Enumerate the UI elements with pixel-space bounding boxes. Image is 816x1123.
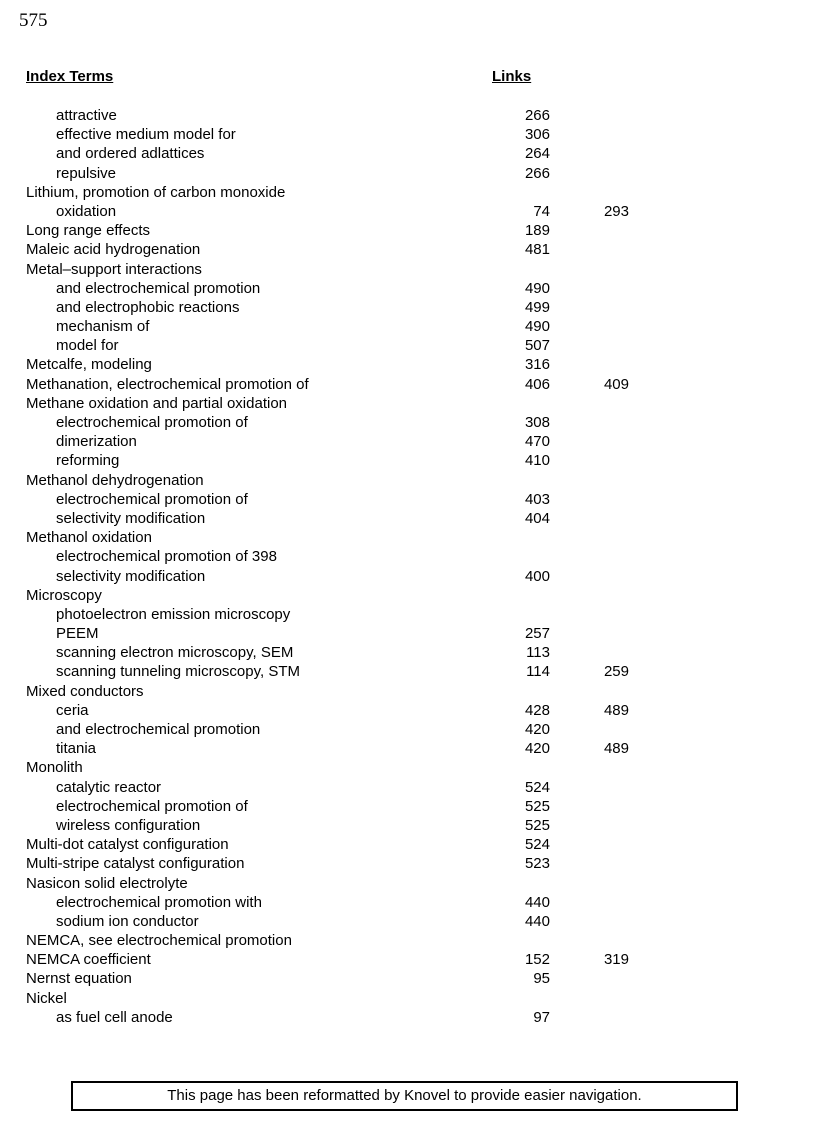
index-term: electrochemical promotion of (56, 490, 248, 508)
index-term: titania (56, 740, 97, 758)
index-term: electrochemical promotion with (56, 893, 262, 911)
index-term: Long range effects (26, 222, 150, 240)
index-entry (0, 528, 816, 547)
index-terms-heading: Index Terms (26, 68, 114, 85)
page-link[interactable]: 264 (524, 145, 550, 163)
page-link[interactable]: 403 (524, 490, 550, 508)
index-subentry (0, 317, 816, 336)
index-subentry (0, 739, 816, 758)
index-subentry (0, 279, 816, 298)
index-term: oxidation (56, 202, 117, 220)
index-term: model for (56, 337, 119, 355)
page-link[interactable]: 481 (524, 241, 550, 259)
index-term: and electrochemical promotion (56, 721, 261, 738)
index-term: effective medium model for (56, 126, 236, 144)
index-entry (0, 950, 816, 969)
index-subentry (0, 567, 816, 586)
index-subentry (0, 413, 816, 432)
index-term: Methanol oxidation (26, 529, 152, 547)
index-entry (0, 355, 816, 374)
index-term: selectivity modification (56, 567, 206, 585)
index-term: as fuel cell anode (56, 1008, 173, 1026)
index-term: sodium ion conductor (56, 912, 199, 930)
page-link[interactable]: 97 (533, 1008, 550, 1026)
index-subentry (0, 624, 816, 643)
index-subentry (0, 778, 816, 797)
index-term: Methanation, electrochemical promotion of (26, 375, 309, 393)
index-term: Lithium, promotion of carbon monoxide (26, 183, 286, 201)
index-subentry (0, 509, 816, 528)
page-link[interactable]: 499 (524, 298, 550, 316)
index-term: and electrophobic reactions (56, 298, 240, 316)
index-term: PEEM (56, 625, 99, 643)
page-link[interactable]: 319 (603, 951, 629, 969)
page-link[interactable]: 420 (524, 740, 550, 758)
index-term: Mixed conductors (26, 682, 144, 700)
page-link[interactable]: 523 (524, 855, 550, 873)
index-entry (0, 394, 816, 413)
index-term: photoelectron emission microscopy (56, 605, 291, 623)
page-link[interactable]: 74 (533, 202, 550, 220)
page-link[interactable]: 490 (524, 279, 550, 297)
page-link[interactable]: 524 (524, 836, 550, 854)
page-link[interactable]: 293 (603, 202, 629, 220)
page-link[interactable]: 95 (533, 970, 550, 988)
index-term: Microscopy (26, 586, 102, 604)
index-subentry (0, 1008, 816, 1027)
index-entry (0, 375, 816, 394)
knovel-notice-box (71, 1081, 738, 1111)
index-subentry (0, 125, 816, 144)
page-link[interactable]: 308 (524, 414, 550, 431)
index-subentry (0, 144, 816, 163)
index-term: Nickel (26, 989, 67, 1007)
index-subentry (0, 797, 816, 816)
index-entry (0, 682, 816, 701)
page-link[interactable]: 114 (526, 663, 550, 681)
index-term: Maleic acid hydrogenation (26, 241, 201, 259)
index-term: scanning tunneling microscopy, STM (56, 663, 300, 681)
index-term: selectivity modification (56, 509, 206, 527)
index-entry (0, 835, 816, 854)
page-link[interactable]: 306 (524, 126, 550, 144)
index-term: and ordered adlattices (56, 145, 205, 163)
page-link[interactable]: 440 (524, 893, 550, 911)
index-term: scanning electron microscopy, SEM (56, 644, 294, 662)
index-term: electrochemical promotion of (56, 797, 248, 815)
index-entry (0, 931, 816, 950)
index-subentry (0, 643, 816, 662)
index-subentry (0, 164, 816, 183)
index-subentry (0, 490, 816, 509)
index-entry (0, 758, 816, 777)
index-entry (0, 221, 816, 240)
page-link[interactable]: 470 (524, 433, 550, 451)
index-subentry (0, 106, 816, 125)
index-term: Metcalfe, modeling (26, 356, 152, 374)
index-term: catalytic reactor (56, 778, 162, 796)
index-term: NEMCA coefficient (26, 951, 151, 969)
index-subentry (0, 605, 816, 624)
page-link[interactable]: 404 (524, 509, 550, 527)
index-subentry (0, 298, 816, 317)
page-link[interactable]: 316 (524, 356, 550, 374)
index-entry (0, 586, 816, 605)
index-entry (0, 989, 816, 1008)
index-term: ceria (56, 701, 89, 719)
page-link[interactable]: 420 (524, 721, 550, 738)
index-term: Nasicon solid electrolyte (26, 874, 188, 892)
index-term: Methane oxidation and partial oxidation (26, 394, 288, 412)
page-link[interactable]: 152 (524, 951, 550, 969)
page-link[interactable]: 113 (526, 644, 550, 662)
page-link[interactable]: 266 (524, 164, 550, 182)
index-term: dimerization (56, 433, 137, 451)
index-subentry (0, 202, 816, 221)
index-subentry (0, 720, 816, 739)
index-term: Monolith (26, 759, 83, 777)
index-subentry (0, 451, 816, 470)
index-term: Nernst equation (26, 970, 132, 988)
index-entry (0, 471, 816, 490)
index-subentry (0, 912, 816, 931)
index-term: electrochemical promotion of (56, 414, 248, 431)
index-entry (0, 183, 816, 202)
index-term: electrochemical promotion of 398 (56, 548, 277, 566)
page-link[interactable]: 490 (524, 318, 550, 336)
index-subentry (0, 336, 816, 355)
page-link[interactable]: 189 (524, 222, 550, 240)
links-heading: Links (492, 68, 532, 85)
index-subentry (0, 662, 816, 681)
index-term: and electrochemical promotion (56, 279, 261, 297)
index-term: reforming (56, 452, 120, 470)
index-term: Metal–support interactions (26, 260, 202, 278)
index-subentry (0, 701, 816, 720)
page-number: 575 (19, 10, 48, 31)
page-link[interactable]: 525 (524, 797, 550, 815)
index-subentry (0, 893, 816, 912)
index-entry (0, 969, 816, 988)
index-entry (0, 260, 816, 279)
index-term: repulsive (56, 164, 117, 182)
page-link[interactable]: 524 (524, 778, 550, 796)
index-entry (0, 874, 816, 893)
page-link[interactable]: 440 (524, 912, 550, 930)
page-link[interactable]: 489 (603, 701, 629, 719)
index-subentry (0, 432, 816, 451)
knovel-notice-text: This page has been reformatted by Knovel to provide easier navigation. (167, 1087, 642, 1104)
page-link[interactable]: 257 (524, 625, 550, 643)
index-subentry (0, 816, 816, 835)
index-entry (0, 854, 816, 873)
page-link[interactable]: 410 (524, 452, 550, 470)
index-term: attractive (56, 107, 117, 124)
page-link[interactable]: 266 (524, 107, 550, 124)
index-term: wireless configuration (56, 816, 201, 834)
index-term: mechanism of (56, 318, 150, 336)
index-term: Multi-dot catalyst configuration (26, 836, 229, 854)
index-entry (0, 240, 816, 259)
index-subentry (0, 547, 816, 566)
index-term: Multi-stripe catalyst configuration (26, 855, 245, 873)
index-term: Methanol dehydrogenation (26, 471, 204, 489)
page-link[interactable]: 400 (524, 567, 550, 585)
page-link[interactable]: 259 (603, 663, 629, 681)
index-term: NEMCA, see electrochemical promotion (26, 932, 292, 950)
page-link[interactable]: 428 (524, 701, 550, 719)
page-link[interactable]: 409 (603, 375, 629, 393)
page-link[interactable]: 507 (524, 337, 550, 355)
index-entries-list (0, 106, 816, 1027)
page-link[interactable]: 525 (524, 816, 550, 834)
page-link[interactable]: 406 (524, 375, 550, 393)
page-link[interactable]: 489 (603, 740, 629, 758)
